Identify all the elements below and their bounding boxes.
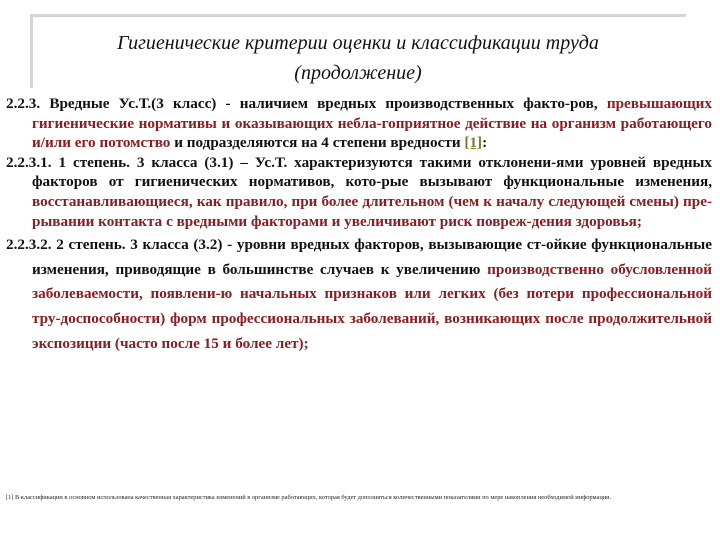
footnote-ref-link[interactable]: [1] [464, 134, 483, 152]
section-2-2-3-1 [6, 153, 712, 231]
section-text: и подразделяются на 4 степени вредности [170, 134, 465, 152]
footnote: [1] В классификации в основном использована качественная характеристика изменений в организме работающих, которая будет дополняться количественными показателями по мере накопления необходимой информации. [6, 494, 612, 501]
highlighted-text: восстанавливающиеся, как правило, при более длительном (чем к началу следующей смены) пре-рывании контакта с вредными факторами и увеличивают риск повреж-дения здоровья; [32, 192, 712, 230]
section-text: Вредные Ус.Т.(3 класс) - наличием вредных производственных факто-ров, [49, 95, 607, 112]
slide-body [6, 94, 712, 356]
section-2-2-3 [6, 94, 712, 153]
title-line-2: (продолжение) [294, 62, 422, 84]
highlighted-text: превышающих гигиенические нормативы и оказывающих небла-гоприятное действие на организм работающего и/или его потомство [32, 95, 713, 152]
section-2-2-3-2 [6, 233, 712, 356]
slide-title [30, 28, 686, 88]
highlighted-text: производственно обусловленной заболеваемости, появлени-ю начальных признаков или легких (без потери профессиональной тру-доспособности) форм профессиональных заболеваний, возникающих после продолжительной экспозиции (часто после 15 и более лет); [32, 260, 713, 352]
section-number: 2.2.3. [6, 95, 50, 112]
section-number: 2.2.3.1. [6, 153, 59, 171]
section-text: 1 степень. 3 класса (3.1) – Ус.Т. характеризуются такими отклонени-ями уровней вредных факторов от гигиенических нормативов, кото-рые вызывают функциональные изменения, [32, 153, 713, 191]
section-text: 2 степень. 3 класса (3.2) - уровни вредных факторов, вызывающие ст-ойкие функциональные изменения, приводящие в большинстве случаев к увеличению [32, 236, 713, 278]
title-line-1: Гигиенические критерии оценки и классификации труда [117, 32, 599, 54]
section-number: 2.2.3.2. [6, 236, 57, 254]
section-text: : [482, 134, 488, 152]
